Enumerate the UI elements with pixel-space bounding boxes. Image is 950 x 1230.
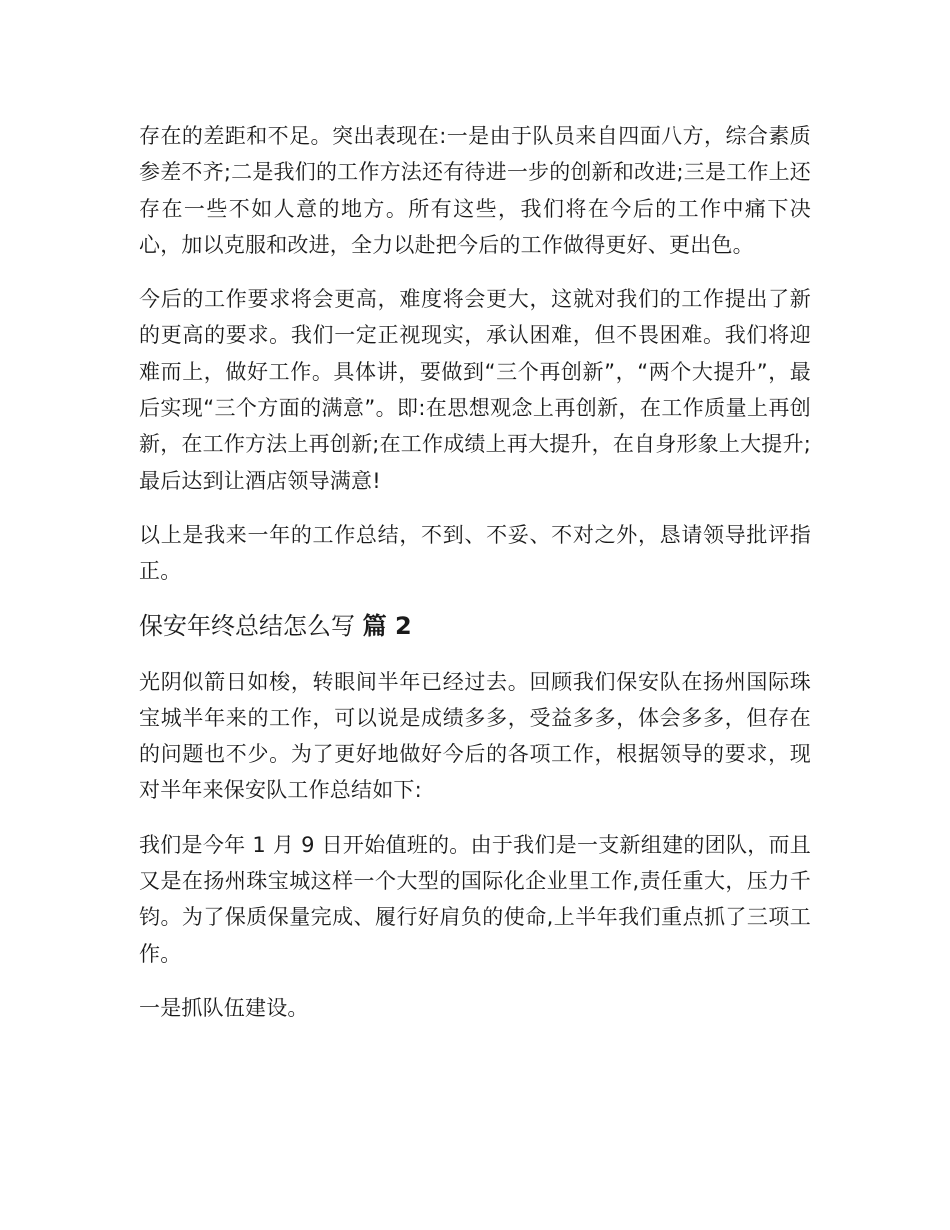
paragraph-closing-remark: 以上是我来一年的工作总结，不到、不妥、不对之外，恳请领导批评指正。	[139, 522, 811, 584]
paragraph-half-year-review: 光阴似箭日如梭，转眼间半年已经过去。回顾我们保安队在扬州国际珠宝城半年来的工作，可以说是成绩多多，受益多多，体会多多，但存在的问题也不少。为了更好地做好今后的各项工作，根据领导的要求，现对半年来保安队工作总结如下:	[139, 669, 811, 803]
paragraph-shortcomings: 存在的差距和不足。突出表现在:一是由于队员来自四面八方，综合素质参差不齐;二是我们的工作方法还有待进一步的创新和改进;三是工作上还存在一些不如人意的地方。所有这些，我们将在今后的工作中痛下决心，加以克服和改进，全力以赴把今后的工作做得更好、更出色。	[139, 124, 811, 257]
paragraph-future-requirements: 今后的工作要求将会更高，难度将会更大，这就对我们的工作提出了新的更高的要求。我们一定正视现实，承认困难，但不畏困难。我们将迎难而上，做好工作。具体讲，要做到“三个再创新”，“两个大提升”，最后实现“三个方面的满意”。即:在思想观念上再创新，在工作质量上再创新，在工作方法上再创新;在工作成绩上再大提升，在自身形象上大提升;最后达到让酒店领导满意!	[139, 287, 811, 493]
section-heading-title: 保安年终总结怎么写	[139, 611, 355, 640]
document-page	[139, 118, 811, 1026]
section-heading	[139, 608, 811, 644]
paragraph-team-building: 一是抓队伍建设。	[139, 995, 309, 1020]
section-heading-number: 篇 2	[362, 611, 412, 640]
paragraph-start-duty: 我们是今年 1 月 9 日开始值班的。由于我们是一支新组建的团队，而且又是在扬州珠宝城这样一个大型的国际化企业里工作,责任重大，压力千钧。为了保质保量完成、履行好肩负的使命,上半年我们重点抓了三项工作。	[139, 832, 811, 966]
